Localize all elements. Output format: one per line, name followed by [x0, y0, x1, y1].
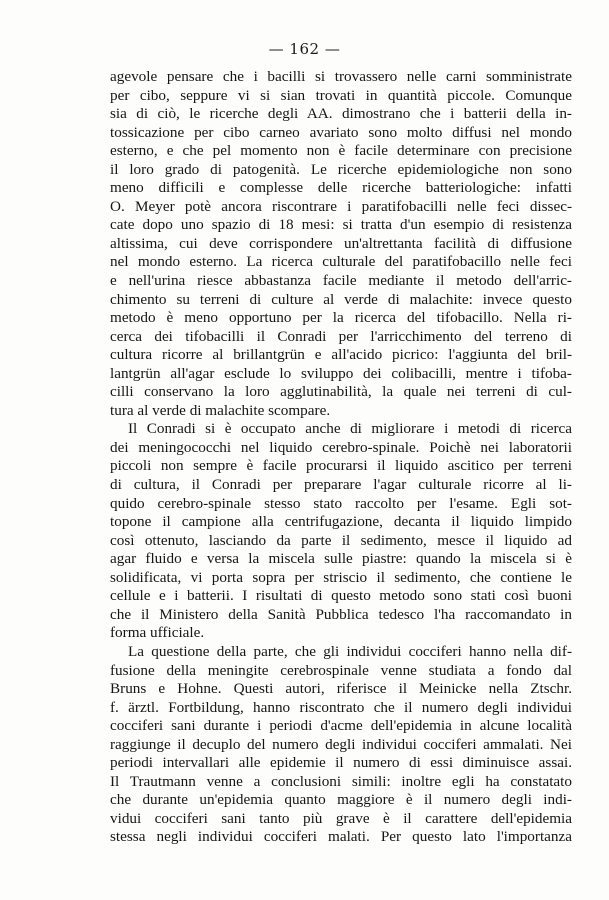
text-line: il loro grado di patogenità. Le ricerche epidemiologiche non sono	[110, 160, 572, 178]
text-line: cilli conservano la loro agglutinabilità, la quale nei terreni di cul-	[110, 383, 572, 401]
text-line: agar fluido e versa la miscela sulle piastre: quando la miscela si è	[110, 550, 572, 568]
text-line: piccoli non sempre è facile procurarsi il liquido ascitico per terreni	[110, 457, 572, 475]
text-line: metodo è meno opportuno per la ricerca del tifobacillo. Nella ri-	[110, 309, 572, 327]
page-number: — 162 —	[268, 40, 341, 58]
text-line: f. ärztl. Fortbildung, hanno riscontrato che il numero degli individui	[110, 698, 572, 716]
text-line: e nell'urina riesce abbastanza facile mediante il metodo dell'arric-	[110, 272, 572, 290]
text-line: nel mondo esterno. La ricerca culturale del paratifobacillo nelle feci	[110, 253, 572, 271]
text-line: raggiunge il decuplo del numero degli individui cocciferi ammalati. Nei	[110, 735, 572, 753]
paragraph-start-line: Il Conradi si è occupato anche di migliorare i metodi di ricerca	[128, 420, 572, 438]
text-line: solidificata, vi porta sopra per striscio il sedimento, che contiene le	[110, 568, 572, 586]
body-text	[110, 68, 572, 847]
text-line: cellule e i batterii. I risultati di questo metodo sono stati così buoni	[110, 587, 572, 605]
text-line: stessa negli individui cocciferi malati. Per questo lato l'importanza	[110, 828, 572, 846]
text-line: cocciferi sani durante i periodi d'acme dell'epidemia in alcune località	[110, 717, 572, 735]
text-line: cultura ricorre al brillantgrün e all'acido picrico: l'aggiunta del bril-	[110, 346, 572, 364]
text-line: cate dopo uno spazio di 18 mesi: si tratta d'un esempio di resistenza	[110, 216, 572, 234]
text-line: agevole pensare che i bacilli si trovassero nelle carni somministrate	[110, 68, 572, 85]
text-line: altissima, cui deve corrispondere un'altrettanta facilità di diffusione	[110, 234, 572, 252]
text-line: forma ufficiale.	[110, 624, 205, 642]
text-line: chimento su terreni di culture al verde di malachite: invece questo	[110, 290, 572, 308]
text-line: che durante un'epidemia quanto maggiore è il numero degli indi-	[110, 791, 572, 809]
text-line: quido cerebro-spinale stesso stato raccolto per l'esame. Egli sot-	[110, 494, 572, 512]
text-line: fusione della meningite cerebrospinale venne studiata a fondo dal	[110, 661, 572, 679]
text-line: per cibo, seppure vi si sian trovati in quantità piccole. Comunque	[110, 86, 572, 104]
text-line: così ottenuto, lasciando da parte il sedimento, mesce il liquido ad	[110, 531, 572, 549]
text-line: tura al verde di malachite scompare.	[110, 401, 331, 419]
text-line: vidui cocciferi sani tanto più grave è il carattere dell'epidemia	[110, 809, 572, 827]
text-line: lantgrün all'agar esclude lo sviluppo dei colibacilli, mentre i tifoba-	[110, 364, 572, 382]
paragraph-start-line: La questione della parte, che gli individui cocciferi hanno nella dif-	[128, 642, 572, 660]
text-line: meno difficili e complesse delle ricerche batteriologiche: infatti	[110, 179, 572, 197]
text-line: dei meningococchi nel liquido cerebro-spinale. Poichè nei laboratorii	[110, 438, 572, 456]
text-line: esterno, e che pel momento non è facile determinare con precisione	[110, 142, 572, 160]
text-line: che il Ministero della Sanità Pubblica tedesco l'ha raccomandato in	[110, 605, 572, 623]
text-line: Bruns e Hohne. Questi autori, riferisce il Meinicke nella Ztschr.	[110, 680, 572, 698]
text-line: Il Trautmann venne a conclusioni simili: inoltre egli ha constatato	[110, 772, 572, 790]
text-line: cerca dei tifobacilli il Conradi per l'arricchimento del terreno di	[110, 327, 572, 345]
text-line: topone il campione alla centrifugazione, decanta il liquido limpido	[110, 513, 572, 531]
text-line: O. Meyer potè ancora riscontrare i paratifobacilli nelle feci dissec-	[110, 197, 572, 215]
text-line: tossicazione per cibo carneo avariato sono molto diffusi nel mondo	[110, 123, 572, 141]
text-line: di cultura, il Conradi per preparare l'agar culturale ricorre al li-	[110, 476, 572, 494]
text-line: periodi intervallari alle epidemie il numero di essi diminuisce assai.	[110, 754, 572, 772]
text-line: sia di ciò, le ricerche degli AA. dimostrano che i batterii della in-	[110, 105, 572, 123]
